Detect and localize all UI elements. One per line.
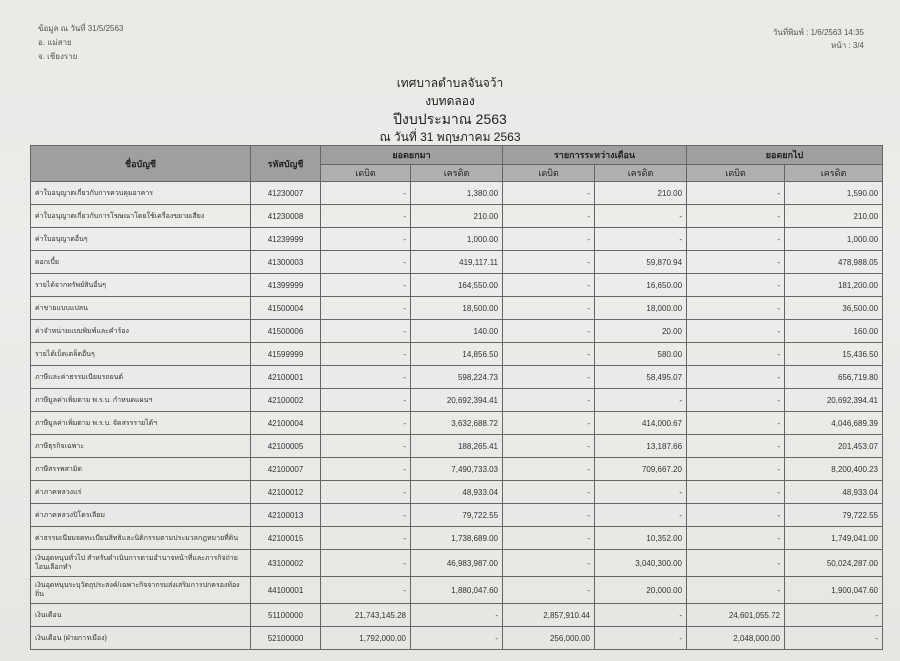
header-debit: เดบิต xyxy=(321,165,411,182)
report-meta-right xyxy=(773,26,864,52)
account-name-cell: เงินเดือน xyxy=(31,604,251,627)
account-name-cell: ภาษีสรรพสามิต xyxy=(31,458,251,481)
header-debit: เดบิต xyxy=(503,165,595,182)
month-debit-cell: - xyxy=(503,205,595,228)
opening-credit-cell: - xyxy=(411,627,503,650)
opening-credit-cell: 79,722.55 xyxy=(411,504,503,527)
closing-debit-cell: - xyxy=(687,504,785,527)
province: จ. เชียงราย xyxy=(38,52,78,61)
closing-credit-cell: 4,046,689.39 xyxy=(785,412,883,435)
page-number: หน้า : 3/4 xyxy=(830,41,864,50)
month-credit-cell: 18,000.00 xyxy=(595,297,687,320)
account-code-cell: 41239999 xyxy=(251,228,321,251)
account-code-cell: 42100004 xyxy=(251,412,321,435)
month-credit-cell: 414,000.67 xyxy=(595,412,687,435)
account-name-cell: ภาษีมูลค่าเพิ่มตาม พ.ร.บ. กำหนดแผนฯ xyxy=(31,389,251,412)
account-name-cell: ภาษีธุรกิจเฉพาะ xyxy=(31,435,251,458)
month-credit-cell: - xyxy=(595,504,687,527)
closing-debit-cell: - xyxy=(687,527,785,550)
opening-credit-cell: 20,692,394.41 xyxy=(411,389,503,412)
account-code-cell: 44100001 xyxy=(251,577,321,604)
closing-debit-cell: - xyxy=(687,205,785,228)
month-debit-cell: - xyxy=(503,550,595,577)
closing-credit-cell: 50,024,287.00 xyxy=(785,550,883,577)
account-name-cell: ค่าภาคหลวงปิโตรเลียม xyxy=(31,504,251,527)
closing-credit-cell: 478,988.05 xyxy=(785,251,883,274)
account-name-cell: ภาษีและค่าธรรมเนียมรถยนต์ xyxy=(31,366,251,389)
table-row xyxy=(31,604,883,627)
header-credit: เครดิต xyxy=(785,165,883,182)
month-debit-cell: - xyxy=(503,435,595,458)
district: อ. แม่สาย xyxy=(38,38,72,47)
closing-credit-cell: 1,000.00 xyxy=(785,228,883,251)
opening-credit-cell: 140.00 xyxy=(411,320,503,343)
closing-debit-cell: - xyxy=(687,251,785,274)
table-row xyxy=(31,481,883,504)
closing-debit-cell: - xyxy=(687,481,785,504)
account-name-cell: รายได้จากทรัพย์สินอื่นๆ xyxy=(31,274,251,297)
table-row xyxy=(31,412,883,435)
table-row xyxy=(31,274,883,297)
closing-debit-cell: - xyxy=(687,458,785,481)
opening-debit-cell: 21,743,145.28 xyxy=(321,604,411,627)
closing-credit-cell: - xyxy=(785,627,883,650)
account-name-cell: เงินอุดหนุนทั่วไป สำหรับดำเนินการตามอำนาจหน้าที่และภารกิจถ่ายโอนเลือกทำ xyxy=(31,550,251,577)
closing-credit-cell: 48,933.04 xyxy=(785,481,883,504)
opening-debit-cell: - xyxy=(321,274,411,297)
closing-credit-cell: 20,692,394.41 xyxy=(785,389,883,412)
table-row xyxy=(31,251,883,274)
closing-credit-cell: 1,900,047.60 xyxy=(785,577,883,604)
closing-debit-cell: - xyxy=(687,297,785,320)
account-code-cell: 42100015 xyxy=(251,527,321,550)
table-row xyxy=(31,577,883,604)
opening-debit-cell: - xyxy=(321,504,411,527)
fiscal-year: ปีงบประมาณ 2563 xyxy=(393,111,507,127)
table-row xyxy=(31,550,883,577)
opening-debit-cell: - xyxy=(321,550,411,577)
closing-debit-cell: - xyxy=(687,228,785,251)
opening-credit-cell: 210.00 xyxy=(411,205,503,228)
account-code-cell: 42100001 xyxy=(251,366,321,389)
closing-debit-cell: 2,048,000.00 xyxy=(687,627,785,650)
month-debit-cell: 256,000.00 xyxy=(503,627,595,650)
table-row xyxy=(31,320,883,343)
report-title: งบทดลอง xyxy=(425,94,475,108)
table-body xyxy=(31,182,883,650)
closing-debit-cell: 24,601,055.72 xyxy=(687,604,785,627)
closing-credit-cell: 201,453.07 xyxy=(785,435,883,458)
opening-credit-cell: 46,983,987.00 xyxy=(411,550,503,577)
closing-credit-cell: 8,200,400.23 xyxy=(785,458,883,481)
opening-debit-cell: - xyxy=(321,343,411,366)
closing-debit-cell: - xyxy=(687,182,785,205)
month-debit-cell: - xyxy=(503,504,595,527)
account-code-cell: 51100000 xyxy=(251,604,321,627)
opening-debit-cell: - xyxy=(321,366,411,389)
month-credit-cell: 3,040,300.00 xyxy=(595,550,687,577)
account-code-cell: 52100000 xyxy=(251,627,321,650)
account-name-cell: เงินเดือน (ฝ่ายการเมือง) xyxy=(31,627,251,650)
account-name-cell: ภาษีมูลค่าเพิ่มตาม พ.ร.บ. จัดสรรรายได้ฯ xyxy=(31,412,251,435)
account-code-cell: 41399999 xyxy=(251,274,321,297)
table-row xyxy=(31,182,883,205)
month-credit-cell: - xyxy=(595,205,687,228)
account-code-cell: 42100007 xyxy=(251,458,321,481)
report-meta-left xyxy=(38,22,123,64)
closing-debit-cell: - xyxy=(687,389,785,412)
opening-debit-cell: - xyxy=(321,205,411,228)
closing-debit-cell: - xyxy=(687,366,785,389)
month-debit-cell: - xyxy=(503,274,595,297)
opening-credit-cell: 1,000.00 xyxy=(411,228,503,251)
closing-credit-cell: 160.00 xyxy=(785,320,883,343)
report-titles xyxy=(0,74,900,146)
month-credit-cell: 580.00 xyxy=(595,343,687,366)
month-debit-cell: - xyxy=(503,458,595,481)
account-name-cell: ค่าภาคหลวงแร่ xyxy=(31,481,251,504)
closing-credit-cell: 181,200.00 xyxy=(785,274,883,297)
opening-debit-cell: - xyxy=(321,297,411,320)
account-code-cell: 42100005 xyxy=(251,435,321,458)
month-credit-cell: 16,650.00 xyxy=(595,274,687,297)
organization-name: เทศบาลตำบลจันจว้า xyxy=(396,76,504,90)
account-code-cell: 41500004 xyxy=(251,297,321,320)
account-code-cell: 42100012 xyxy=(251,481,321,504)
account-name-cell: ดอกเบี้ย xyxy=(31,251,251,274)
opening-credit-cell: 419,117.11 xyxy=(411,251,503,274)
month-debit-cell: - xyxy=(503,228,595,251)
account-name-cell: ค่าใบอนุญาตเกี่ยวกับการโฆษณาโดยใช้เครื่องขยายเสียง xyxy=(31,205,251,228)
month-credit-cell: - xyxy=(595,228,687,251)
account-code-cell: 41599999 xyxy=(251,343,321,366)
month-debit-cell: - xyxy=(503,577,595,604)
opening-debit-cell: - xyxy=(321,458,411,481)
closing-credit-cell: 15,436.50 xyxy=(785,343,883,366)
table-row xyxy=(31,435,883,458)
account-name-cell: ค่าใบอนุญาตอื่นๆ xyxy=(31,228,251,251)
opening-debit-cell: - xyxy=(321,251,411,274)
account-code-cell: 41300003 xyxy=(251,251,321,274)
header-opening-balance: ยอดยกมา xyxy=(321,146,503,165)
data-as-of: ข้อมูล ณ วันที่ 31/5/2563 xyxy=(38,24,124,33)
table-row xyxy=(31,343,883,366)
account-name-cell: ค่าจำหน่ายแบบพิมพ์และคำร้อง xyxy=(31,320,251,343)
table-row xyxy=(31,504,883,527)
table-row xyxy=(31,389,883,412)
closing-debit-cell: - xyxy=(687,343,785,366)
opening-debit-cell: - xyxy=(321,182,411,205)
opening-credit-cell: 164,550.00 xyxy=(411,274,503,297)
opening-debit-cell: - xyxy=(321,412,411,435)
opening-credit-cell: 1,880,047.60 xyxy=(411,577,503,604)
table-row xyxy=(31,228,883,251)
table-row xyxy=(31,297,883,320)
closing-debit-cell: - xyxy=(687,320,785,343)
header-monthly-transactions: รายการระหว่างเดือน xyxy=(503,146,687,165)
closing-credit-cell: 79,722.55 xyxy=(785,504,883,527)
opening-credit-cell: 188,265.41 xyxy=(411,435,503,458)
opening-credit-cell: 3,632,688.72 xyxy=(411,412,503,435)
month-debit-cell: - xyxy=(503,366,595,389)
header-credit: เครดิต xyxy=(411,165,503,182)
month-debit-cell: - xyxy=(503,343,595,366)
closing-credit-cell: 656,719.80 xyxy=(785,366,883,389)
month-credit-cell: 10,352.00 xyxy=(595,527,687,550)
header-credit: เครดิต xyxy=(595,165,687,182)
account-name-cell: ค่าใบอนุญาตเกี่ยวกับการควบคุมอาคาร xyxy=(31,182,251,205)
closing-debit-cell: - xyxy=(687,412,785,435)
month-debit-cell: - xyxy=(503,182,595,205)
header-closing-balance: ยอดยกไป xyxy=(687,146,883,165)
month-credit-cell: 210.00 xyxy=(595,182,687,205)
closing-credit-cell: 1,590.00 xyxy=(785,182,883,205)
header-account-code: รหัสบัญชี xyxy=(251,146,321,182)
trial-balance-table xyxy=(30,145,883,650)
as-of-date: ณ วันที่ 31 พฤษภาคม 2563 xyxy=(379,130,521,144)
table-row xyxy=(31,205,883,228)
month-credit-cell: 59,870.94 xyxy=(595,251,687,274)
account-name-cell: เงินอุดหนุนระบุวัตถุประสงค์/เฉพาะกิจจากรมส่งเสริมการปกครองท้องถิ่น xyxy=(31,577,251,604)
month-credit-cell: - xyxy=(595,389,687,412)
month-credit-cell: - xyxy=(595,481,687,504)
opening-credit-cell: 1,380.00 xyxy=(411,182,503,205)
opening-credit-cell: 598,224.73 xyxy=(411,366,503,389)
opening-debit-cell: - xyxy=(321,481,411,504)
opening-debit-cell: - xyxy=(321,527,411,550)
account-name-cell: ค่าขายแบบแปลน xyxy=(31,297,251,320)
closing-credit-cell: - xyxy=(785,604,883,627)
month-credit-cell: 20,000.00 xyxy=(595,577,687,604)
table-row xyxy=(31,458,883,481)
month-debit-cell: - xyxy=(503,481,595,504)
opening-debit-cell: - xyxy=(321,577,411,604)
month-debit-cell: - xyxy=(503,320,595,343)
month-debit-cell: - xyxy=(503,389,595,412)
month-debit-cell: 2,857,910.44 xyxy=(503,604,595,627)
opening-debit-cell: - xyxy=(321,228,411,251)
opening-credit-cell: 18,500.00 xyxy=(411,297,503,320)
month-credit-cell: 20.00 xyxy=(595,320,687,343)
month-debit-cell: - xyxy=(503,251,595,274)
header-account-name: ชื่อบัญชี xyxy=(31,146,251,182)
header-debit: เดบิต xyxy=(687,165,785,182)
account-code-cell: 42100013 xyxy=(251,504,321,527)
month-credit-cell: - xyxy=(595,627,687,650)
closing-credit-cell: 36,500.00 xyxy=(785,297,883,320)
closing-credit-cell: 1,749,041.00 xyxy=(785,527,883,550)
table-row xyxy=(31,627,883,650)
account-code-cell: 43100002 xyxy=(251,550,321,577)
opening-debit-cell: 1,792,000.00 xyxy=(321,627,411,650)
opening-credit-cell: - xyxy=(411,604,503,627)
account-code-cell: 41230008 xyxy=(251,205,321,228)
table-row xyxy=(31,366,883,389)
month-debit-cell: - xyxy=(503,297,595,320)
opening-credit-cell: 14,856.50 xyxy=(411,343,503,366)
month-credit-cell: - xyxy=(595,604,687,627)
month-credit-cell: 58,495.07 xyxy=(595,366,687,389)
account-code-cell: 41230007 xyxy=(251,182,321,205)
closing-debit-cell: - xyxy=(687,274,785,297)
opening-debit-cell: - xyxy=(321,389,411,412)
account-code-cell: 42100002 xyxy=(251,389,321,412)
month-debit-cell: - xyxy=(503,527,595,550)
print-date: วันที่พิมพ์ : 1/6/2563 14:35 xyxy=(772,28,864,37)
month-debit-cell: - xyxy=(503,412,595,435)
month-credit-cell: 13,187.66 xyxy=(595,435,687,458)
closing-credit-cell: 210.00 xyxy=(785,205,883,228)
opening-credit-cell: 7,490,733.03 xyxy=(411,458,503,481)
closing-debit-cell: - xyxy=(687,577,785,604)
table-row xyxy=(31,527,883,550)
account-name-cell: ค่าธรรมเนียมจดทะเบียนสิทธิและนิติกรรมตามประมวลกฎหมายที่ดิน xyxy=(31,527,251,550)
closing-debit-cell: - xyxy=(687,435,785,458)
opening-credit-cell: 1,738,689.00 xyxy=(411,527,503,550)
opening-debit-cell: - xyxy=(321,320,411,343)
account-name-cell: รายได้เบ็ดเตล็ดอื่นๆ xyxy=(31,343,251,366)
opening-credit-cell: 48,933.04 xyxy=(411,481,503,504)
closing-debit-cell: - xyxy=(687,550,785,577)
account-code-cell: 41500006 xyxy=(251,320,321,343)
month-credit-cell: 709,667.20 xyxy=(595,458,687,481)
opening-debit-cell: - xyxy=(321,435,411,458)
